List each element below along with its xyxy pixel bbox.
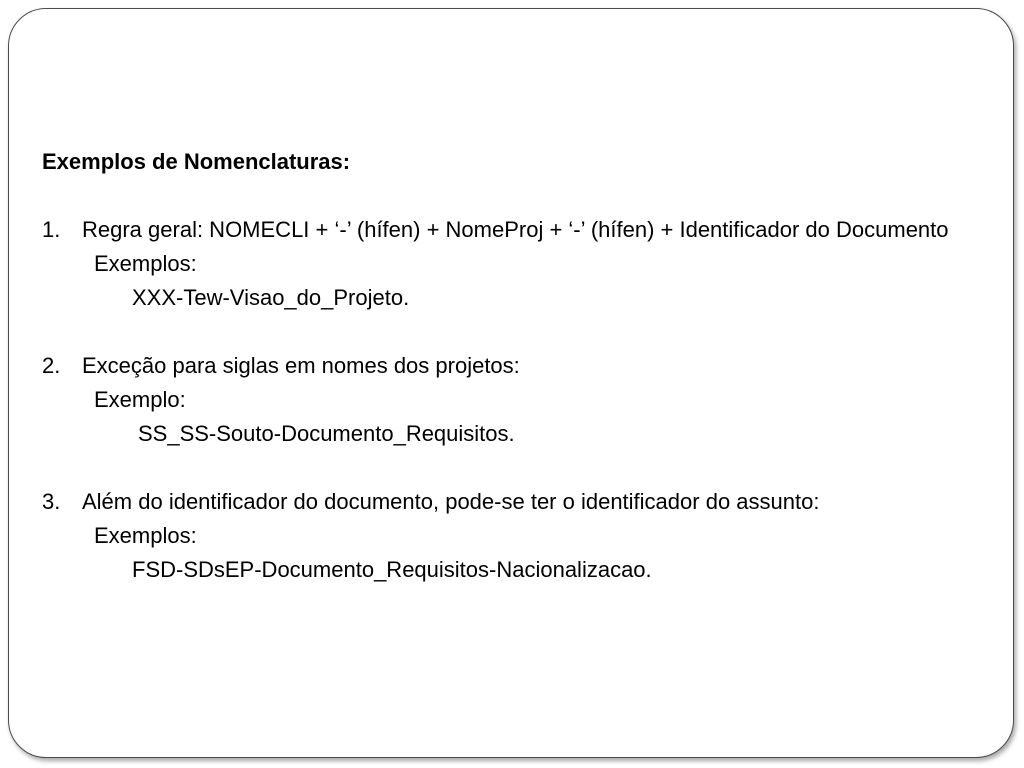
slide-content bbox=[42, 145, 982, 587]
item-text: Exceção para siglas em nomes dos projetos: bbox=[82, 353, 520, 378]
list-item-3 bbox=[42, 485, 982, 587]
list-item-1 bbox=[42, 213, 982, 315]
item-text: Além do identificador do documento, pode-se ter o identificador do assunto: bbox=[82, 489, 820, 514]
item-example: SS_SS-Souto-Documento_Requisitos. bbox=[138, 421, 515, 446]
item-sub-label: Exemplos: bbox=[94, 251, 197, 276]
item-text: Regra geral: NOMECLI + ‘-’ (hífen) + NomeProj + ‘-’ (hífen) + Identificador do Documento bbox=[82, 217, 949, 242]
item-number: 3. bbox=[42, 489, 61, 514]
item-example: XXX-Tew-Visao_do_Projeto. bbox=[132, 285, 410, 310]
slide-heading: Exemplos de Nomenclaturas: bbox=[42, 149, 351, 174]
list-item-2 bbox=[42, 349, 982, 451]
item-sub-label: Exemplos: bbox=[94, 523, 197, 548]
item-number: 1. bbox=[42, 217, 61, 242]
item-number: 2. bbox=[42, 353, 61, 378]
item-example: FSD-SDsEP-Documento_Requisitos-Nacionalizacao. bbox=[132, 557, 652, 582]
item-sub-label: Exemplo: bbox=[94, 387, 186, 412]
